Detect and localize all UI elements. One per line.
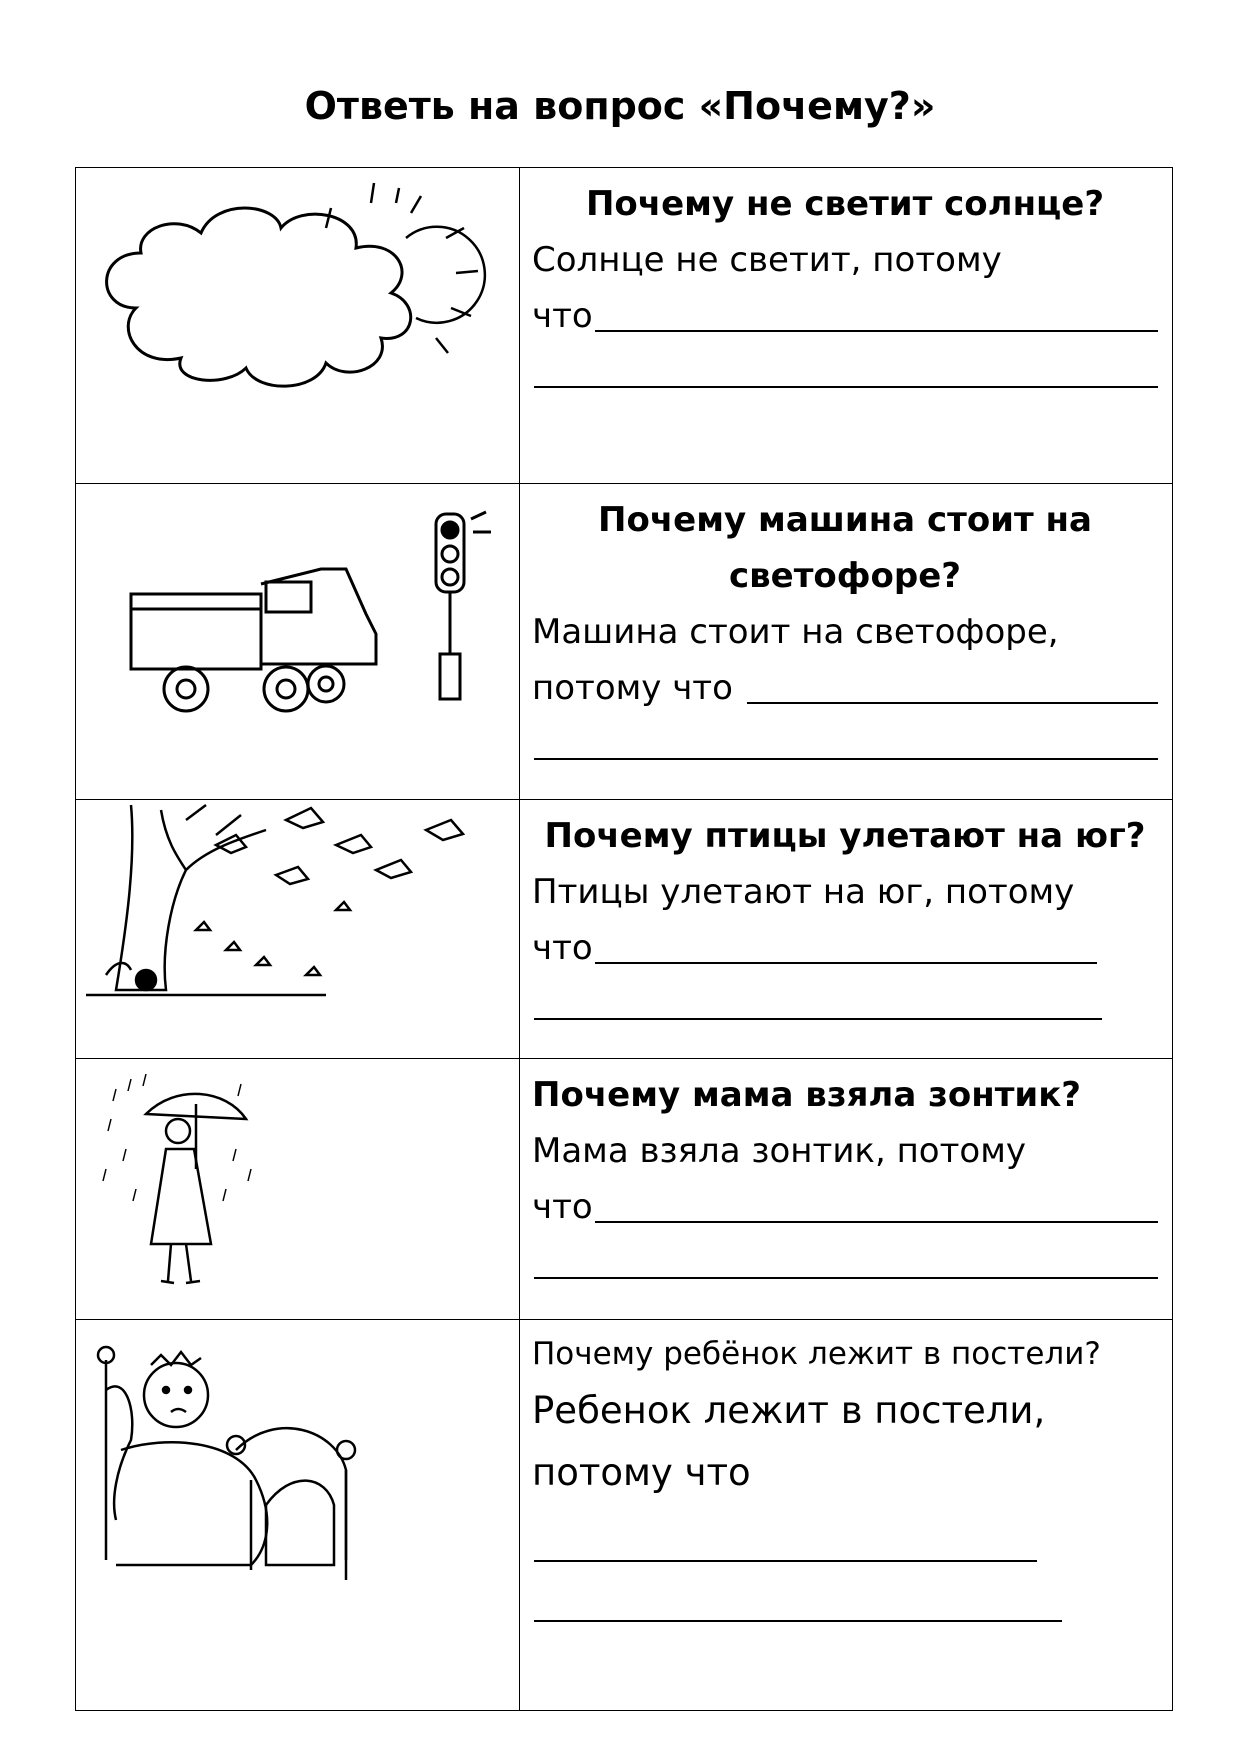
answer-line[interactable] — [595, 330, 1158, 332]
table-row — [76, 484, 1173, 800]
answer-text: Машина стоит на светофоре, — [532, 612, 1059, 652]
tree-birds-icon — [76, 800, 516, 1045]
answer-prefix: что — [532, 928, 593, 968]
picture-cell — [76, 1320, 520, 1711]
answer-text: Солнце не светит, потому — [532, 240, 1002, 280]
question-cell — [520, 1059, 1173, 1320]
answer-prefix: что — [532, 1187, 593, 1227]
question-text: Почему не светит солнце? — [585, 184, 1105, 224]
question-text: Почему машина стоит на светофоре? — [598, 500, 1092, 596]
page-title: Ответь на вопрос «Почему?» — [304, 84, 936, 128]
picture-cell — [76, 1059, 520, 1320]
child-in-bed-icon — [76, 1320, 516, 1620]
picture-cell — [76, 168, 520, 484]
question-cell — [520, 800, 1173, 1059]
question-text: Почему ребёнок лежит в постели? — [532, 1336, 1101, 1372]
question-text: Почему птицы улетают на юг? — [544, 816, 1146, 856]
picture-cell — [76, 484, 520, 800]
answer-line[interactable] — [534, 386, 1158, 388]
answer-line[interactable] — [534, 758, 1158, 760]
answer-text: Мама взяла зонтик, потому — [532, 1131, 1026, 1171]
answer-prefix: потому что — [532, 1451, 751, 1494]
table-row — [76, 1059, 1173, 1320]
answer-line[interactable] — [534, 1018, 1102, 1020]
truck-traffic-light-icon — [76, 484, 516, 784]
table-row — [76, 800, 1173, 1059]
question-cell — [520, 1320, 1173, 1711]
table-row — [76, 1320, 1173, 1711]
answer-prefix: потому что — [532, 668, 733, 708]
woman-umbrella-rain-icon — [76, 1059, 516, 1304]
answer-line[interactable] — [747, 702, 1158, 704]
answer-line[interactable] — [595, 962, 1097, 964]
answer-text: Птицы улетают на юг, потому — [532, 872, 1075, 912]
answer-line[interactable] — [534, 1620, 1062, 1622]
worksheet-table — [75, 167, 1173, 1711]
picture-cell — [76, 800, 520, 1059]
table-row — [76, 168, 1173, 484]
answer-line[interactable] — [534, 1277, 1158, 1279]
answer-text: Ребенок лежит в постели, — [532, 1389, 1046, 1432]
answer-prefix: что — [532, 296, 593, 336]
answer-line[interactable] — [534, 1560, 1037, 1562]
answer-line[interactable] — [595, 1221, 1158, 1223]
question-text: Почему мама взяла зонтик? — [532, 1075, 1082, 1115]
question-cell — [520, 484, 1173, 800]
question-cell — [520, 168, 1173, 484]
cloud-sun-icon — [76, 168, 516, 468]
